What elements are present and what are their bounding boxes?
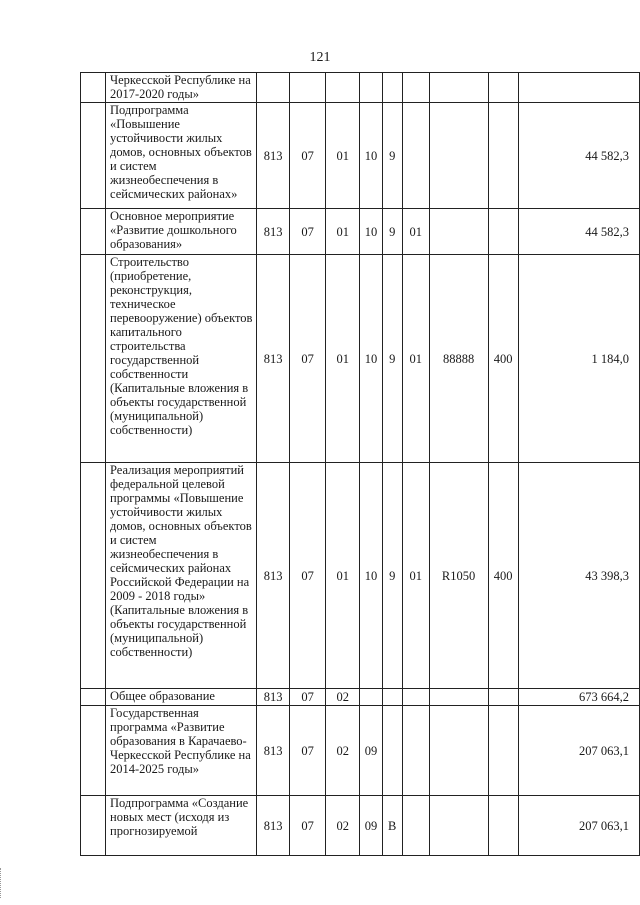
table-row xyxy=(81,73,640,103)
cell-amount: 207 063,1 xyxy=(518,796,639,856)
cell-amount: 44 582,3 xyxy=(518,103,639,209)
cell-subsection: 01 xyxy=(326,209,360,255)
cell-code-2: 9 xyxy=(382,255,402,463)
cell-code-1 xyxy=(360,689,382,706)
cell-subsection: 01 xyxy=(326,463,360,689)
cell-expense-type xyxy=(488,73,518,103)
row-name: Строительство (приобретение, реконструкция, техническое перевооружение) объектов капитального строительства государственной собственности (Капитальные вложения в объекты государственной (муниципальной) собственности) xyxy=(106,255,257,463)
cell-code-4 xyxy=(429,103,488,209)
cell-code-1: 10 xyxy=(360,209,382,255)
cell-ministry: 813 xyxy=(257,463,290,689)
table-row xyxy=(81,796,640,856)
cell-section: 07 xyxy=(290,796,326,856)
cell-code-2: 9 xyxy=(382,209,402,255)
cell-code-2: В xyxy=(382,796,402,856)
blank-cell xyxy=(81,209,106,255)
cell-code-2 xyxy=(382,706,402,796)
cell-ministry: 813 xyxy=(257,255,290,463)
cell-amount: 207 063,1 xyxy=(518,706,639,796)
row-name: Общее образование xyxy=(106,689,257,706)
cell-subsection: 02 xyxy=(326,689,360,706)
row-name: Подпрограмма «Повышение устойчивости жилых домов, основных объектов и систем жизнеобеспечения в сейсмических районах» xyxy=(106,103,257,209)
cell-code-4 xyxy=(429,796,488,856)
cell-subsection: 01 xyxy=(326,255,360,463)
cell-code-4 xyxy=(429,706,488,796)
cell-section: 07 xyxy=(290,689,326,706)
scan-margin-mark xyxy=(0,868,4,898)
table-row xyxy=(81,706,640,796)
cell-code-4: 88888 xyxy=(429,255,488,463)
cell-code-3: 01 xyxy=(402,463,429,689)
cell-code-1: 10 xyxy=(360,463,382,689)
cell-code-3: 01 xyxy=(402,255,429,463)
cell-code-2 xyxy=(382,73,402,103)
cell-ministry: 813 xyxy=(257,103,290,209)
cell-expense-type xyxy=(488,796,518,856)
blank-cell xyxy=(81,689,106,706)
cell-subsection: 02 xyxy=(326,796,360,856)
cell-code-1: 09 xyxy=(360,796,382,856)
cell-subsection: 02 xyxy=(326,706,360,796)
cell-code-4 xyxy=(429,73,488,103)
cell-code-2 xyxy=(382,689,402,706)
cell-expense-type xyxy=(488,209,518,255)
blank-cell xyxy=(81,255,106,463)
table-row xyxy=(81,689,640,706)
cell-code-3: 01 xyxy=(402,209,429,255)
row-name: Подпрограмма «Создание новых мест (исходя из прогнозируемой xyxy=(106,796,257,856)
table-row xyxy=(81,103,640,209)
cell-code-1: 09 xyxy=(360,706,382,796)
row-name: Основное мероприятие «Развитие дошкольного образования» xyxy=(106,209,257,255)
cell-expense-type xyxy=(488,103,518,209)
cell-section: 07 xyxy=(290,463,326,689)
cell-ministry xyxy=(257,73,290,103)
cell-code-3 xyxy=(402,796,429,856)
blank-cell xyxy=(81,103,106,209)
budget-table xyxy=(80,72,640,856)
cell-code-1: 10 xyxy=(360,255,382,463)
cell-expense-type xyxy=(488,706,518,796)
row-name: Реализация мероприятий федеральной целевой программы «Повышение устойчивости жилых домов, основных объектов и систем жизнеобеспечения в сейсмических районах Российской Федерации на 2009 - 2018 годы» (Капитальные вложения в объекты государственной (муниципальной) собственности) xyxy=(106,463,257,689)
blank-cell xyxy=(81,796,106,856)
cell-section: 07 xyxy=(290,103,326,209)
cell-expense-type: 400 xyxy=(488,255,518,463)
blank-cell xyxy=(81,463,106,689)
cell-code-3 xyxy=(402,103,429,209)
cell-ministry: 813 xyxy=(257,209,290,255)
cell-code-3 xyxy=(402,73,429,103)
cell-amount: 1 184,0 xyxy=(518,255,639,463)
cell-subsection xyxy=(326,73,360,103)
cell-subsection: 01 xyxy=(326,103,360,209)
cell-code-1: 10 xyxy=(360,103,382,209)
blank-cell xyxy=(81,706,106,796)
table-row xyxy=(81,255,640,463)
cell-expense-type xyxy=(488,689,518,706)
row-name: Государственная программа «Развитие образования в Карачаево-Черкесской Республике на 2014-2025 годы» xyxy=(106,706,257,796)
cell-section: 07 xyxy=(290,255,326,463)
page-number: 121 xyxy=(309,50,331,65)
cell-amount: 43 398,3 xyxy=(518,463,639,689)
cell-amount xyxy=(518,73,639,103)
cell-ministry: 813 xyxy=(257,706,290,796)
cell-code-2: 9 xyxy=(382,463,402,689)
table-row xyxy=(81,209,640,255)
cell-code-2: 9 xyxy=(382,103,402,209)
cell-code-3 xyxy=(402,689,429,706)
cell-section xyxy=(290,73,326,103)
cell-code-1 xyxy=(360,73,382,103)
cell-ministry: 813 xyxy=(257,796,290,856)
table-row xyxy=(81,463,640,689)
cell-section: 07 xyxy=(290,209,326,255)
cell-code-4 xyxy=(429,209,488,255)
row-name: Черкесской Республике на 2017-2020 годы» xyxy=(106,73,257,103)
cell-code-3 xyxy=(402,706,429,796)
cell-ministry: 813 xyxy=(257,689,290,706)
blank-cell xyxy=(81,73,106,103)
cell-section: 07 xyxy=(290,706,326,796)
cell-amount: 673 664,2 xyxy=(518,689,639,706)
cell-code-4: R1050 xyxy=(429,463,488,689)
cell-amount: 44 582,3 xyxy=(518,209,639,255)
cell-code-4 xyxy=(429,689,488,706)
cell-expense-type: 400 xyxy=(488,463,518,689)
